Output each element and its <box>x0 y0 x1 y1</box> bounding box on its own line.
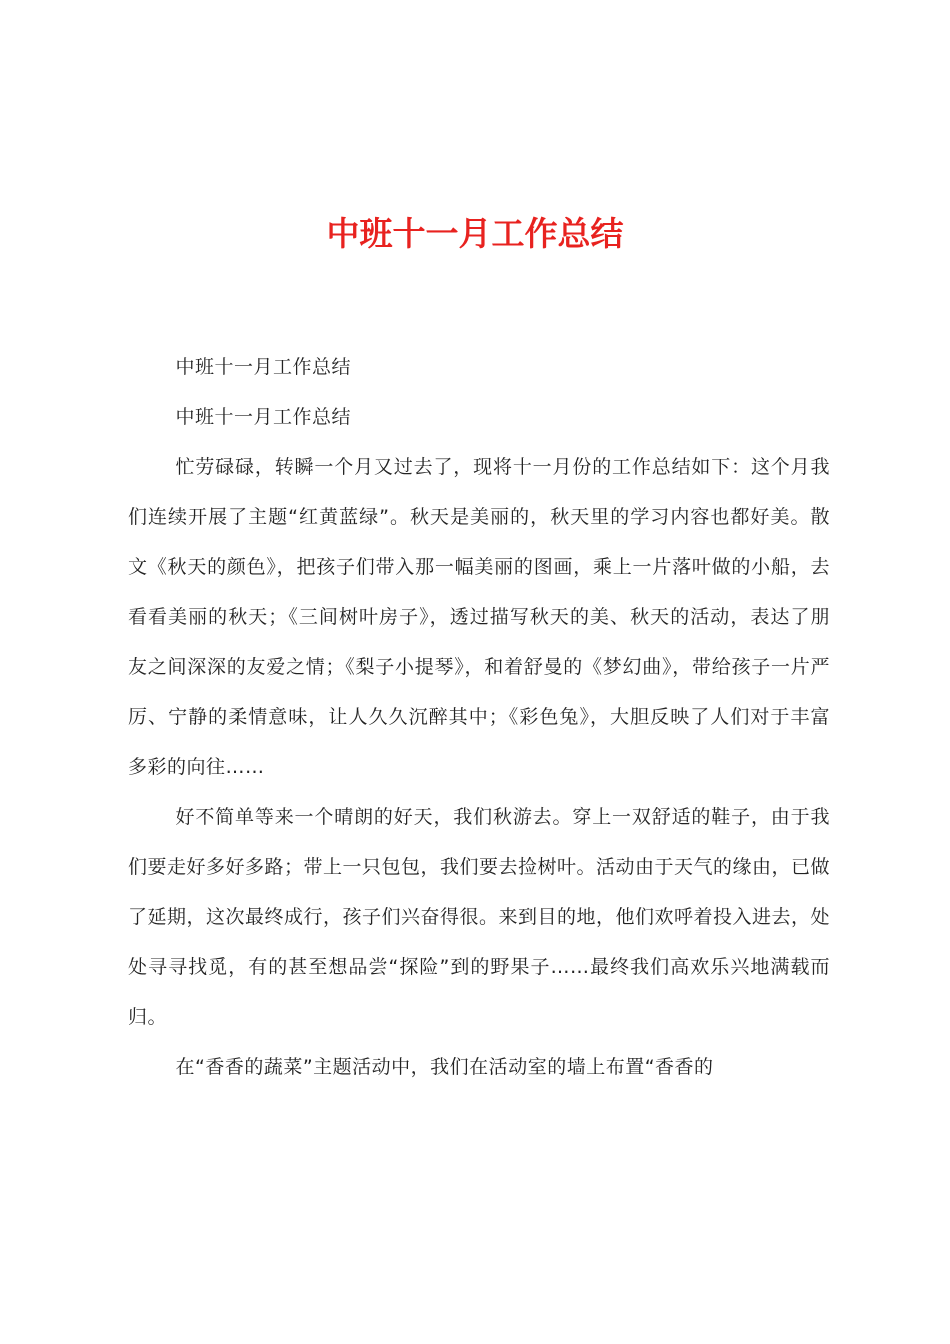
paragraph-autumn-trip: 好不简单等来一个晴朗的好天，我们秋游去。穿上一双舒适的鞋子，由于我们要走好多好多路；带上一只包包，我们要去捡树叶。活动由于天气的缘由，已做了延期，这次最终成行，孩子们兴奋得很。来到目的地，他们欢呼着投入进去，处处寻寻找觅，有的甚至想品尝“探险”到的野果子……最终我们高欢乐兴地满载而归。 <box>128 806 831 1028</box>
paragraph-subtitle-1: 中班十一月工作总结 <box>175 356 352 378</box>
document-title: 中班十一月工作总结 <box>326 214 624 253</box>
paragraph-vegetables: 在“香香的蔬菜”主题活动中，我们在活动室的墙上布置“香香的 <box>175 1056 714 1078</box>
paragraph-subtitle-2: 中班十一月工作总结 <box>175 406 352 428</box>
document-body <box>128 342 830 1092</box>
paragraph-intro: 忙劳碌碌，转瞬一个月又过去了，现将十一月份的工作总结如下：这个月我们连续开展了主题“红黄蓝绿”。秋天是美丽的，秋天里的学习内容也都好美。散文《秋天的颜色》，把孩子们带入那一幅美丽的图画，乘上一片落叶做的小船，去看看美丽的秋天；《三间树叶房子》，透过描写秋天的美、秋天的活动，表达了朋友之间深深的友爱之情；《梨子小提琴》，和着舒曼的《梦幻曲》，带给孩子一片严厉、宁静的柔情意味，让人久久沉醉其中；《彩色兔》，大胆反映了人们对于丰富多彩的向往…… <box>128 456 830 778</box>
